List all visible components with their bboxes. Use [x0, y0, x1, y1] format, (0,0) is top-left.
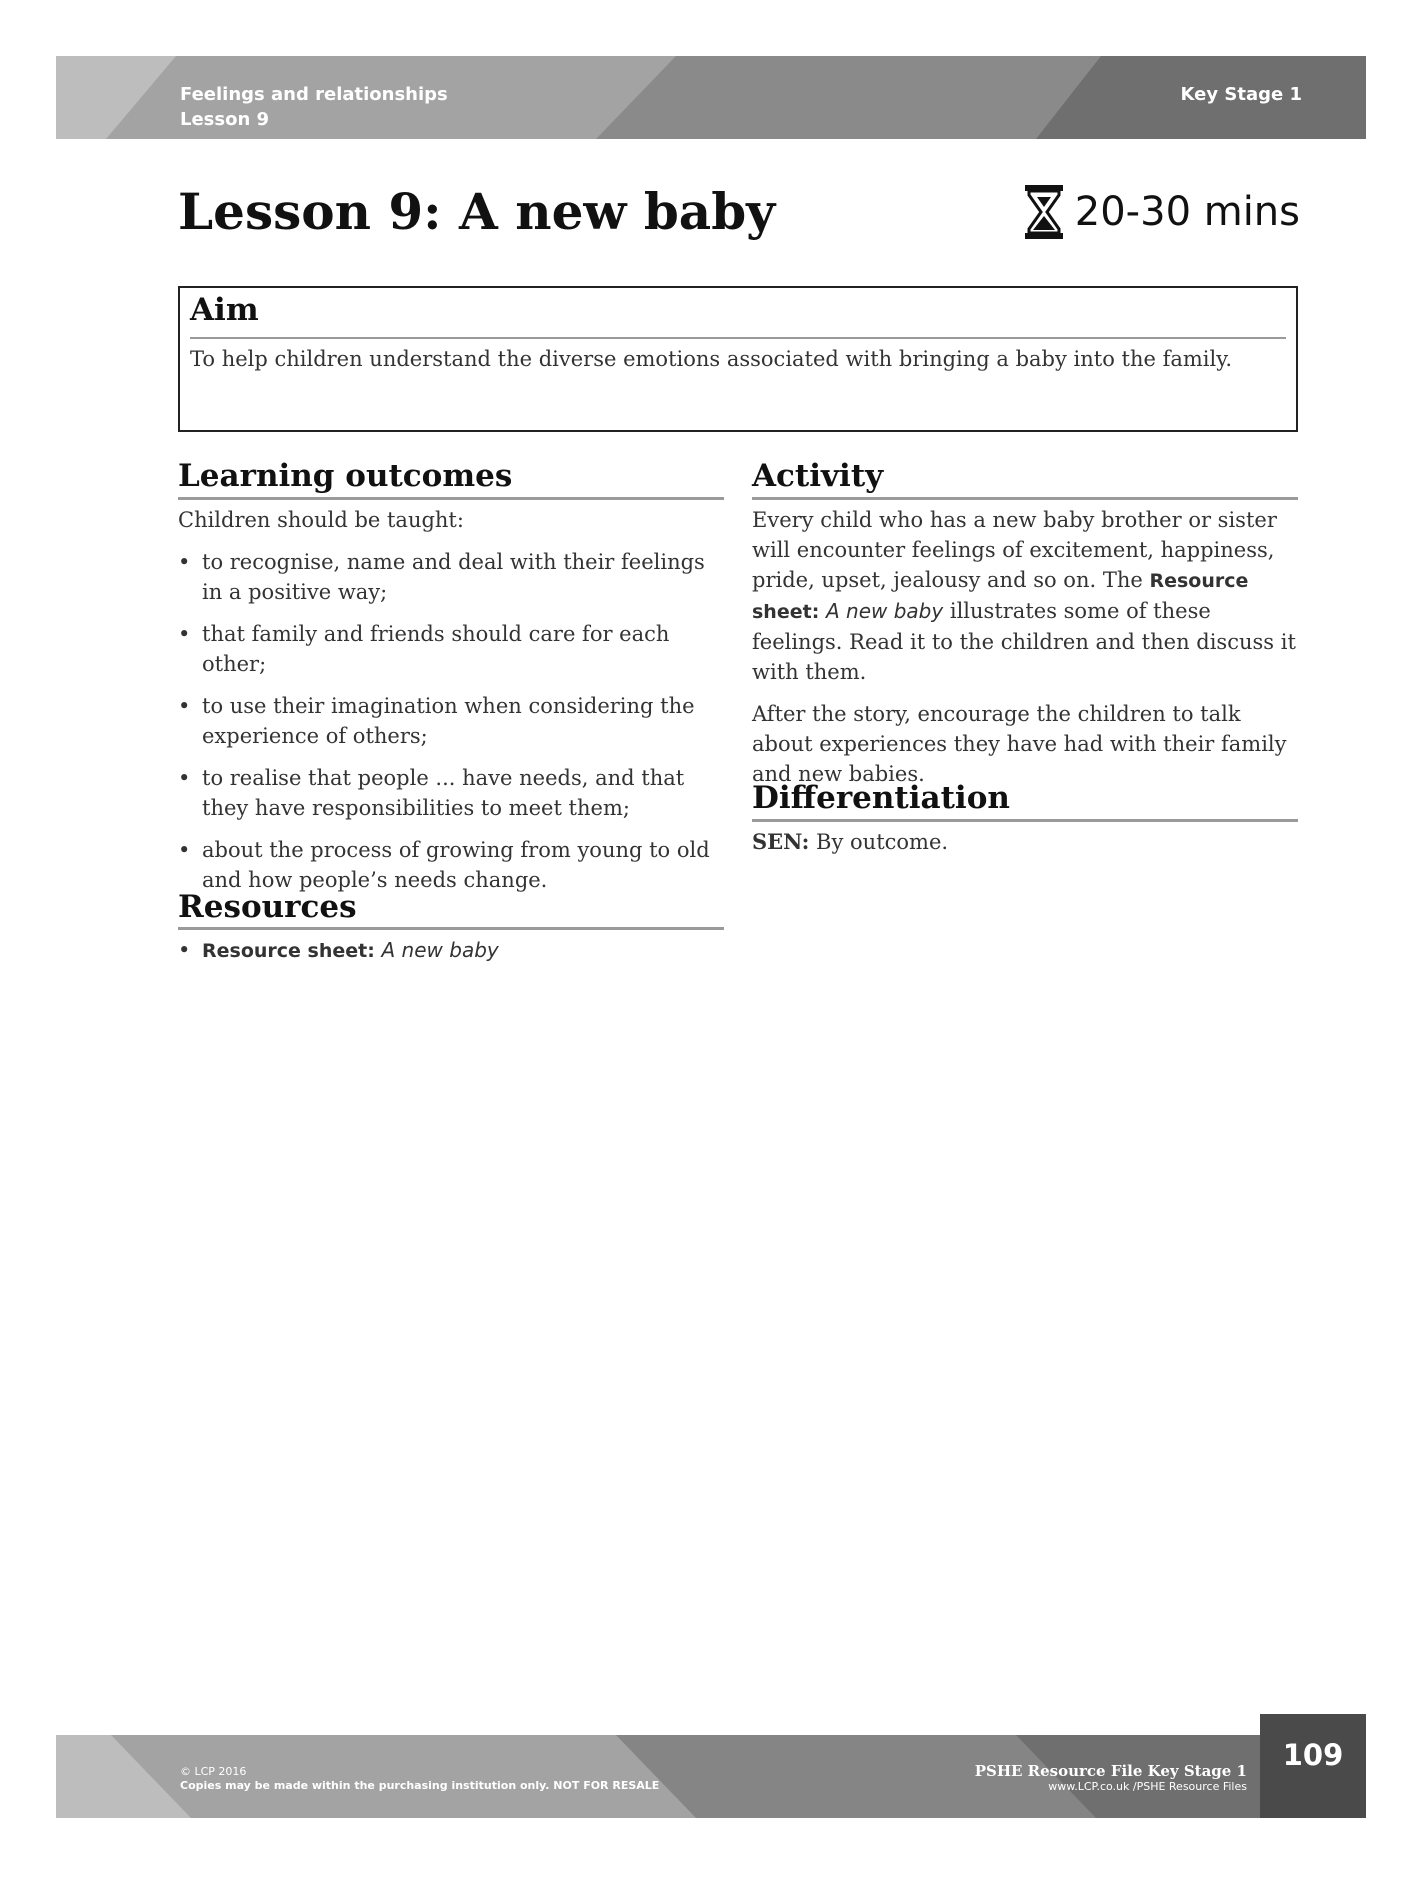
header-section-info [180, 82, 448, 132]
list-item [178, 935, 730, 966]
resources-divider [178, 927, 724, 930]
aim-heading: Aim [190, 292, 259, 328]
header-stage: Key Stage 1 [1180, 84, 1302, 105]
list-item: • to realise that people ... have needs, and that they have responsibilities to meet them; [178, 763, 730, 823]
page-number: 109 [1282, 1738, 1344, 1772]
learning-outcomes-intro: Children should be taught: [178, 508, 464, 532]
activity-p1-after: illustrates some of these feelings. Read it to the children and then discuss it with them. [752, 599, 1296, 684]
activity-text [752, 505, 1300, 789]
activity-divider [752, 497, 1298, 500]
publication-title: PSHE Resource File Key Stage 1 [974, 1762, 1247, 1780]
activity-paragraph-1 [752, 505, 1300, 687]
aim-text: To help children understand the diverse emotions associated with bringing a baby into the family. [190, 347, 1232, 371]
aim-box [178, 286, 1298, 432]
list-item: • to recognise, name and deal with their feelings in a positive way; [178, 547, 730, 607]
list-item: • about the process of growing from young to old and how people’s needs change. [178, 835, 730, 895]
resources-heading: Resources [178, 889, 357, 925]
differentiation-heading: Differentiation [752, 780, 1010, 816]
learning-outcomes-divider [178, 497, 724, 500]
page-title: Lesson 9: A new baby [178, 182, 776, 241]
resale-notice: Copies may be made within the purchasing institution only. NOT FOR RESALE [180, 1779, 660, 1792]
hourglass-icon [1023, 183, 1065, 241]
differentiation-value: By outcome. [809, 830, 949, 854]
learning-outcomes-heading: Learning outcomes [178, 458, 513, 494]
activity-paragraph-2: After the story, encourage the children to talk about experiences they have had with their family and new babies. [752, 702, 1287, 786]
publication-url: www.LCP.co.uk /PSHE Resource Files [1048, 1780, 1247, 1793]
duration-text: 20-30 mins [1074, 189, 1300, 235]
differentiation-label: SEN: [752, 829, 810, 854]
page-number-box [1260, 1714, 1366, 1818]
footer-publication [975, 1763, 1247, 1795]
activity-heading: Activity [752, 458, 884, 494]
header-lesson: Lesson 9 [180, 109, 270, 130]
activity-resource-label: Resource sheet: [752, 570, 1249, 623]
differentiation-divider [752, 819, 1298, 822]
activity-p1-before: Every child who has a new baby brother or sister will encounter feelings of excitement, happiness, pride, upset, jealousy and so on. The [752, 508, 1277, 592]
copyright-text: © LCP 2016 [180, 1765, 247, 1778]
resource-label: Resource sheet: [202, 940, 375, 962]
list-item: • that family and friends should care for each other; [178, 619, 730, 679]
aim-divider [190, 337, 1286, 339]
header-section: Feelings and relationships [180, 84, 448, 105]
learning-outcomes-list [178, 547, 730, 907]
activity-resource-title: A new baby [825, 599, 944, 623]
resource-title: A new baby [381, 938, 499, 962]
list-item: • to use their imagination when considering the experience of others; [178, 691, 730, 751]
resources-list [178, 935, 730, 978]
differentiation-text [752, 827, 1300, 857]
duration [1023, 176, 1300, 248]
footer-copyright [180, 1765, 659, 1793]
